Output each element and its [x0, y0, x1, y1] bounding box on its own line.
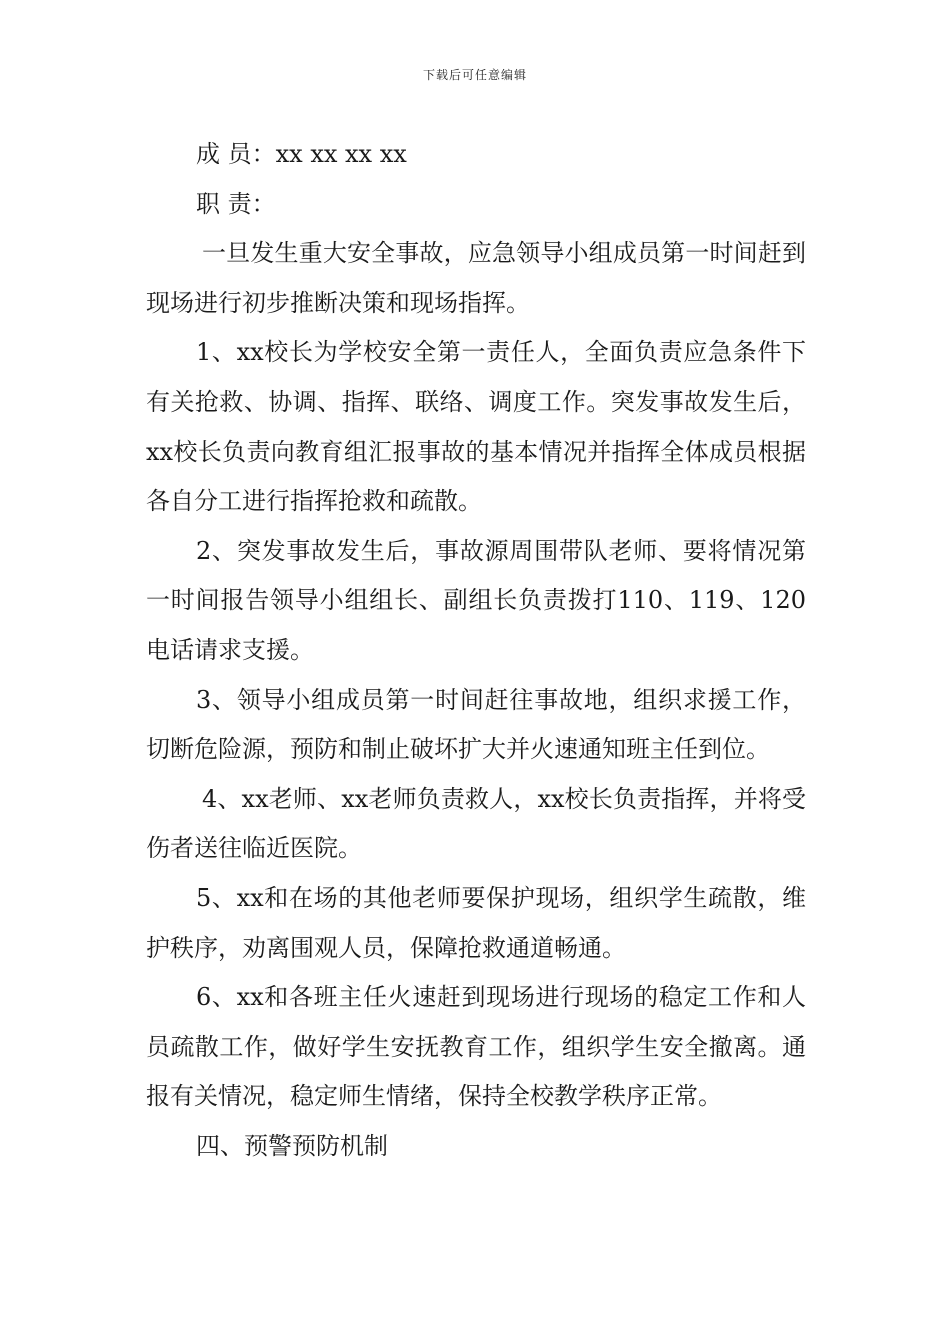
page-header: 下载后可任意编辑: [422, 68, 527, 82]
paragraph-item-5: 5、xx和在场的其他老师要保护现场，组织学生疏散，维护秩序，劝离围观人员，保障抢救通道畅通。: [146, 883, 806, 962]
duties-label: 职 责：: [196, 189, 276, 218]
section-heading: 四、预警预防机制: [196, 1131, 388, 1160]
paragraph-item-4: 4、xx老师、xx老师负责救人，xx校长负责指挥，并将受伤者送往临近医院。: [146, 784, 806, 863]
members-line: 成 员：xx xx xx xx: [196, 140, 407, 168]
paragraph-item-1: 1、xx校长为学校安全第一责任人，全面负责应急条件下有关抢救、协调、指挥、联络、调度工作。突发事故发生后，xx校长负责向教育组汇报事故的基本情况并指挥全体成员根据各自分工进行指挥抢救和疏散。: [146, 338, 806, 516]
paragraph-item-6: 6、xx和各班主任火速赶到现场进行现场的稳定工作和人员疏散工作，做好学生安抚教育工作，组织学生安全撤离。通报有关情况，稳定师生情绪，保持全校教学秩序正常。: [146, 983, 806, 1111]
paragraph-item-3: 3、领导小组成员第一时间赶往事故地，组织求援工作，切断危险源，预防和制止破坏扩大并火速通知班主任到位。: [146, 685, 806, 764]
paragraph-item-2: 2、突发事故发生后，事故源周围带队老师、要将情况第一时间报告领导小组组长、副组长负责拨打110、119、120电话请求支援。: [146, 536, 806, 664]
paragraph-intro: 一旦发生重大安全事故，应急领导小组成员第一时间赶到现场进行初步推断决策和现场指挥。: [146, 239, 806, 317]
document-body: [146, 130, 806, 1171]
